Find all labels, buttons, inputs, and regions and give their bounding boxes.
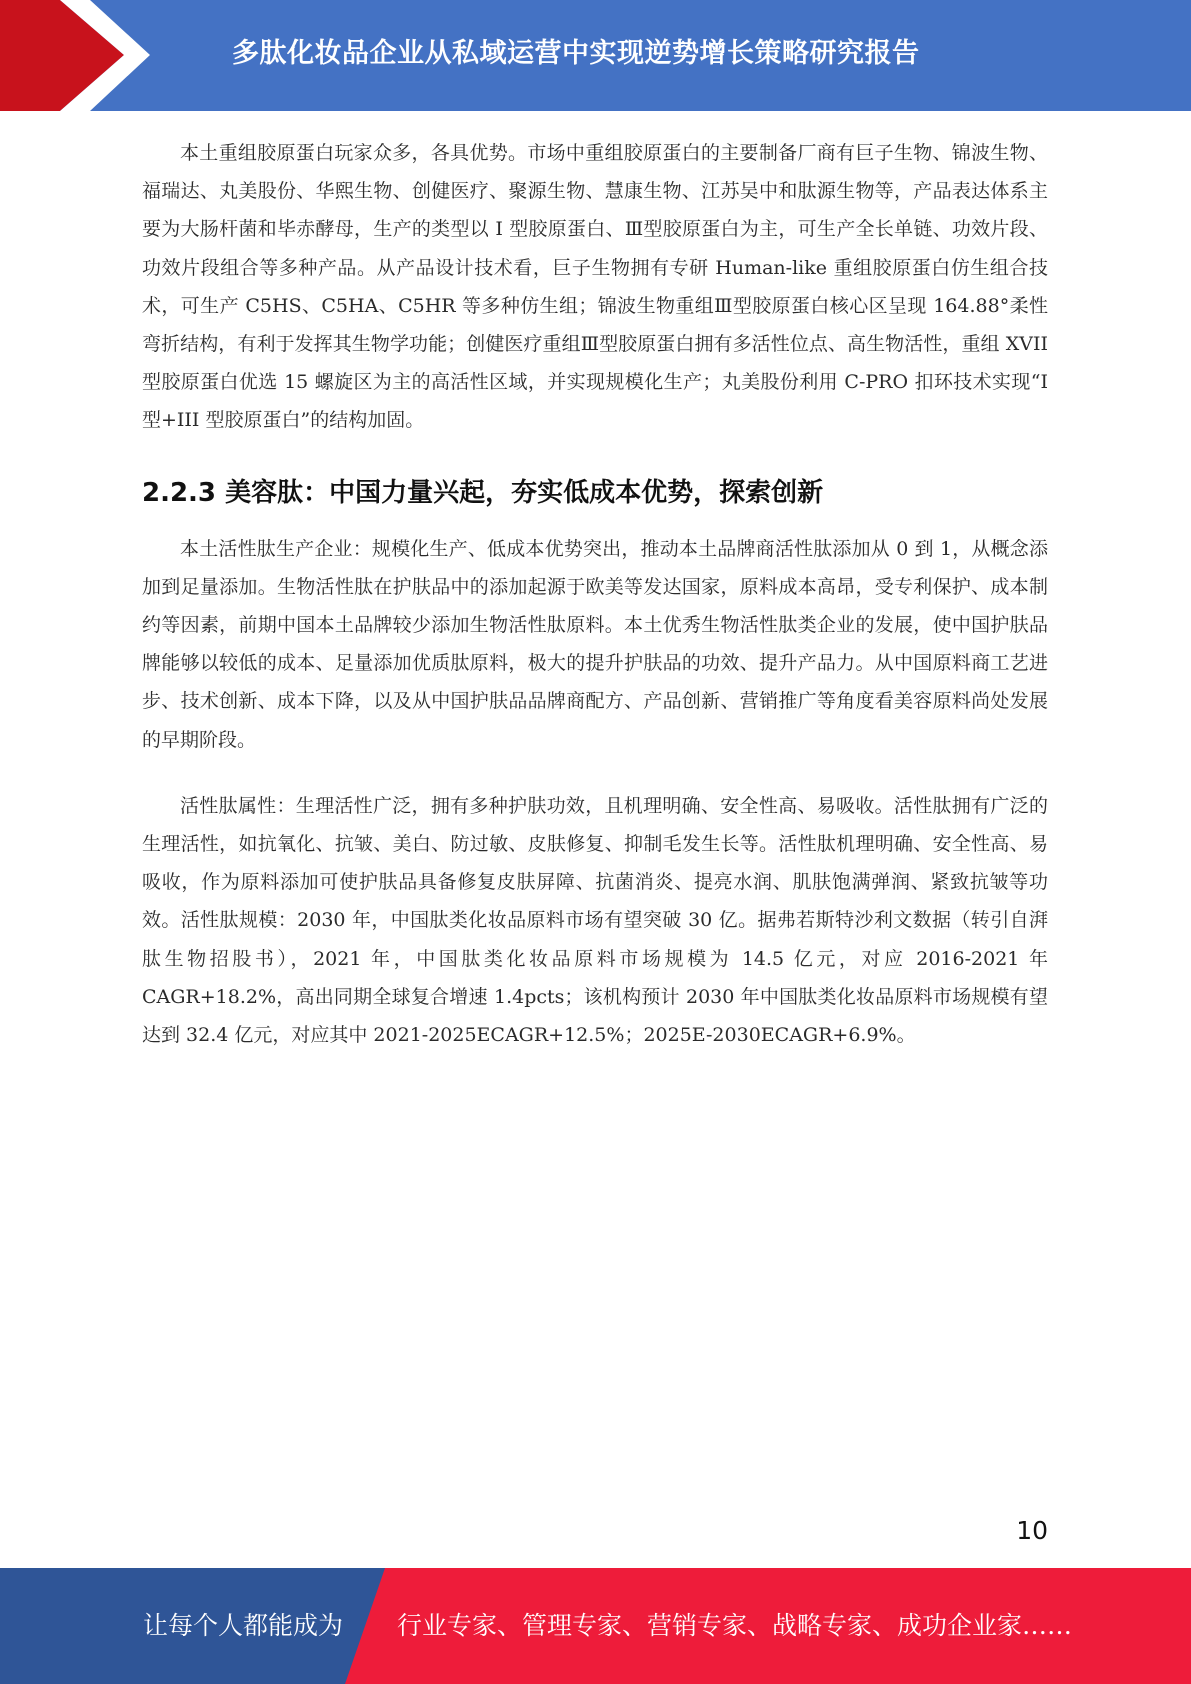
- footer-banner: [0, 1568, 1191, 1684]
- paragraph-active-peptide-properties: 活性肽属性：生理活性广泛，拥有多种护肤功效，且机理明确、安全性高、易吸收。活性肽拥有广泛的生理活性，如抗氧化、抗皱、美白、防过敏、皮肤修复、抑制毛发生长等。活性肽机理明确、安全性高、易吸收，作为原料添加可使护肤品具备修复皮肤屏障、抗菌消炎、提亮水润、肌肤饱满弹润、紧致抗皱等功效。活性肽规模：2030 年，中国肽类化妆品原料市场有望突破 30 亿。据弗若斯特沙利文数据（转引自湃肽生物招股书），2021 年，中国肽类化妆品原料市场规模为 14.5 亿元，对应 2016-2021 年 CAGR+18.2%，高出同期全球复合增速 1.4pcts；该机构预计 2030 年中国肽类化妆品原料市场规模有望达到 32.4 亿元，对应其中 2021-2025ECAGR+12.5%；2025E-2030ECAGR+6.9%。: [142, 794, 1048, 1047]
- footer-slogan-left: 让每个人都能成为: [143, 1611, 344, 1640]
- spacer: [142, 518, 1048, 530]
- section-heading: 2.2.3 美容肽：中国力量兴起，夯实低成本优势，探索创新: [142, 477, 824, 508]
- paragraph-recombinant-collagen: 本土重组胶原蛋白玩家众多，各具优势。市场中重组胶原蛋白的主要制备厂商有巨子生物、锦波生物、福瑞达、丸美股份、华熙生物、创健医疗、聚源生物、慧康生物、江苏吴中和肽源生物等，产品表达体系主要为大肠杆菌和毕赤酵母，生产的类型以 I 型胶原蛋白、Ⅲ型胶原蛋白为主，可生产全长单链、功效片段、功效片段组合等多种产品。从产品设计技术看，巨子生物拥有专研 Human-like 重组胶原蛋白仿生组合技术，可生产 C5HS、C5HA、C5HR 等多种仿生组；锦波生物重组Ⅲ型胶原蛋白核心区呈现 164.88°柔性弯折结构，有利于发挥其生物学功能；创健医疗重组Ⅲ型胶原蛋白拥有多活性位点、高生物活性，重组 XVII 型胶原蛋白优选 15 螺旋区为主的高活性区域，并实现规模化生产；丸美股份利用 C-PRO 扣环技术实现“I 型+III 型胶原蛋白”的结构加固。: [142, 142, 1048, 432]
- footer-slogan-right: 行业专家、管理专家、营销专家、战略专家、成功企业家……: [397, 1611, 1073, 1640]
- main-content: [142, 134, 1048, 1054]
- header-banner: [0, 0, 1191, 111]
- document-title: 多肽化妆品企业从私域运营中实现逆势增长策略研究报告: [232, 38, 920, 69]
- paragraph-active-peptide-producers: 本土活性肽生产企业：规模化生产、低成本优势突出，推动本土品牌商活性肽添加从 0 到 1，从概念添加到足量添加。生物活性肽在护肤品中的添加起源于欧美等发达国家，原料成本高昂，受专利保护、成本制约等因素，前期中国本土品牌较少添加生物活性肽原料。本土优秀生物活性肽类企业的发展，使中国护肤品牌能够以较低的成本、足量添加优质肽原料，极大的提升护肤品的功效、提升产品力。从中国原料商工艺进步、技术创新、成本下降，以及从中国护肤品品牌商配方、产品创新、营销推广等角度看美容原料尚处发展的早期阶段。: [142, 537, 1048, 751]
- page-number: 10: [1016, 1516, 1048, 1545]
- spacer: [142, 759, 1048, 787]
